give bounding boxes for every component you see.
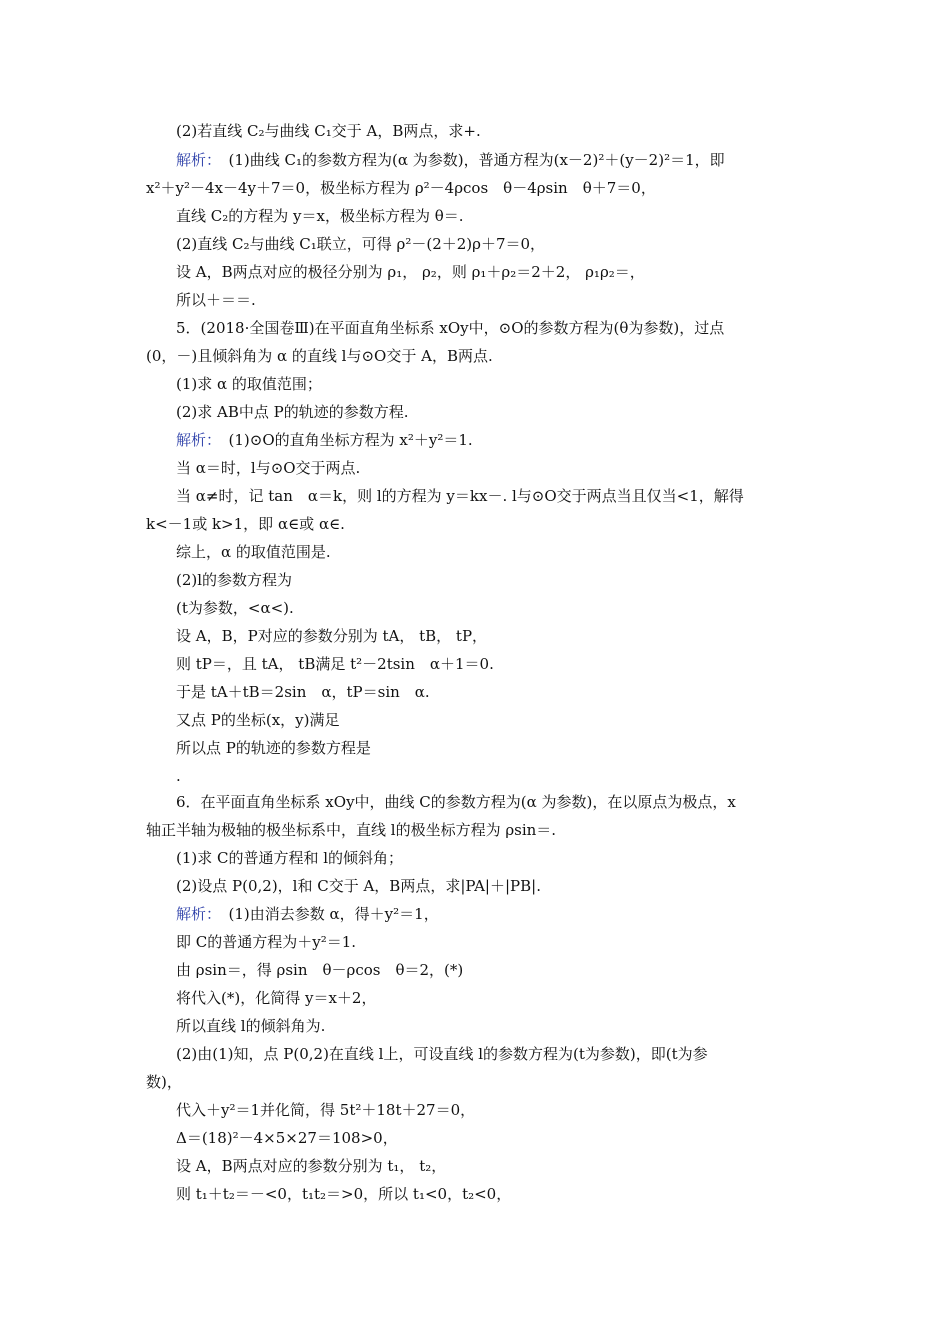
text-line [146, 820, 556, 840]
line-text: 当 α≠时，记 tan α＝k，则 l的方程为 y＝kx－. l与⊙O交于两点当且仅当<1，解得 [176, 487, 744, 505]
text-line [176, 318, 724, 338]
line-text: x²＋y²－4x－4y＋7＝0，极坐标方程为 ρ²－4ρcos θ－4ρsin θ＋7＝0， [146, 179, 656, 197]
text-line [176, 932, 356, 952]
text-line [176, 150, 725, 170]
line-text: 5．(2018·全国卷Ⅲ)在平面直角坐标系 xOy中，⊙O的参数方程为(θ为参数)，过点 [176, 319, 725, 337]
text-line [176, 374, 322, 394]
line-text: (2)由(1)知，点 P(0,2)在直线 l上，可设直线 l的参数方程为(t为参数)，即(t为参 [176, 1045, 708, 1063]
text-line [146, 346, 493, 366]
line-text: 当 α＝时，l与⊙O交于两点. [176, 459, 361, 477]
text-line [176, 1156, 446, 1176]
text-line [176, 904, 439, 924]
text-line [176, 738, 371, 758]
text-line [176, 654, 494, 674]
line-text: 又点 P的坐标(x，y)满足 [176, 711, 340, 729]
line-text: 所以直线 l的倾斜角为. [176, 1017, 326, 1035]
line-text: 数)， [146, 1073, 182, 1091]
text-line [176, 598, 294, 618]
text-line [176, 402, 409, 422]
line-text: 设 A，B两点对应的参数分别为 t₁， t₂， [176, 1157, 447, 1175]
line-text: (1)求 α 的取值范围； [176, 375, 322, 393]
line-text: 代入＋y²＝1并化简，得 5t²＋18t＋27＝0， [176, 1101, 476, 1119]
line-text: 直线 C₂的方程为 y＝x，极坐标方程为 θ＝. [176, 207, 464, 225]
text-line [176, 792, 736, 812]
line-text: 由 ρsin＝，得 ρsin θ－ρcos θ＝2，(*) [176, 961, 464, 979]
line-text: . [176, 767, 181, 785]
text-line [176, 121, 481, 141]
line-text: (1)曲线 C₁的参数方程为(α 为参数)，普通方程为(x－2)²＋(y－2)²＝1，即 [213, 151, 725, 169]
line-text: (1)求 C的普通方程和 l的倾斜角； [176, 849, 404, 867]
text-line [176, 290, 256, 310]
text-line [176, 766, 181, 786]
line-text: 6．在平面直角坐标系 xOy中，曲线 C的参数方程为(α 为参数)，在以原点为极点，x [176, 793, 736, 811]
text-line [176, 262, 645, 282]
text-line [176, 682, 430, 702]
line-text: (2)求 AB中点 P的轨迹的参数方程. [176, 403, 409, 421]
line-text: 则 t₁＋t₂＝－<0，t₁t₂＝>0，所以 t₁<0，t₂<0， [176, 1185, 512, 1203]
text-line [176, 1016, 325, 1036]
text-line [176, 1100, 475, 1120]
line-text: (2)l的参数方程为 [176, 571, 293, 589]
line-text: (1)⊙O的直角坐标方程为 x²＋y²＝1. [213, 431, 473, 449]
text-line [146, 1072, 182, 1092]
line-text: 设 A，B两点对应的极径分别为 ρ₁， ρ₂，则 ρ₁＋ρ₂＝2＋2， ρ₁ρ₂＝， [176, 263, 645, 281]
line-text: (0，－)且倾斜角为 α 的直线 l与⊙O交于 A，B两点. [146, 347, 493, 365]
line-text: (2)设点 P(0,2)，l和 C交于 A，B两点，求|PA|＋|PB|. [176, 877, 541, 895]
line-text: 于是 tA＋tB＝2sin α，tP＝sin α. [176, 683, 430, 701]
text-line [176, 234, 545, 254]
text-line [176, 848, 403, 868]
text-line [176, 1184, 511, 1204]
line-text: 则 tP＝，且 tA， tB满足 t²－2tsin α＋1＝0. [176, 655, 494, 673]
text-line [146, 178, 656, 198]
analysis-label: 解析： [176, 151, 214, 169]
line-text: (2)若直线 C₂与曲线 C₁交于 A，B两点，求+. [176, 122, 481, 140]
line-text: 将代入(*)，化简得 y＝x＋2， [176, 989, 377, 1007]
text-line [176, 710, 340, 730]
text-line [176, 570, 292, 590]
line-text: 所以＋＝＝. [176, 291, 256, 309]
text-line [176, 486, 744, 506]
analysis-label: 解析： [176, 431, 214, 449]
text-line [176, 960, 463, 980]
line-text: 综上，α 的取值范围是. [176, 543, 331, 561]
line-text: Δ＝(18)²－4×5×27＝108>0， [176, 1129, 398, 1147]
line-text: 轴正半轴为极轴的极坐标系中，直线 l的极坐标方程为 ρsin＝. [146, 821, 557, 839]
line-text: (t为参数，<α<). [176, 599, 294, 617]
text-line [146, 514, 345, 534]
text-line [176, 430, 473, 450]
line-text: (2)直线 C₂与曲线 C₁联立，可得 ρ²－(2＋2)ρ＋7＝0， [176, 235, 546, 253]
text-line [176, 876, 541, 896]
line-text: k<－1或 k>1，即 α∈或 α∈. [146, 515, 345, 533]
text-line [176, 988, 376, 1008]
analysis-label: 解析： [176, 905, 214, 923]
line-text: (1)由消去参数 α，得＋y²＝1， [213, 905, 439, 923]
text-line [176, 1044, 708, 1064]
text-line [176, 1128, 398, 1148]
line-text: 即 C的普通方程为＋y²＝1. [176, 933, 357, 951]
line-text: 设 A，B，P对应的参数分别为 tA， tB， tP， [176, 627, 488, 645]
text-line [176, 626, 487, 646]
text-line [176, 206, 464, 226]
text-line [176, 542, 331, 562]
line-text: 所以点 P的轨迹的参数方程是 [176, 739, 371, 757]
text-line [176, 458, 360, 478]
